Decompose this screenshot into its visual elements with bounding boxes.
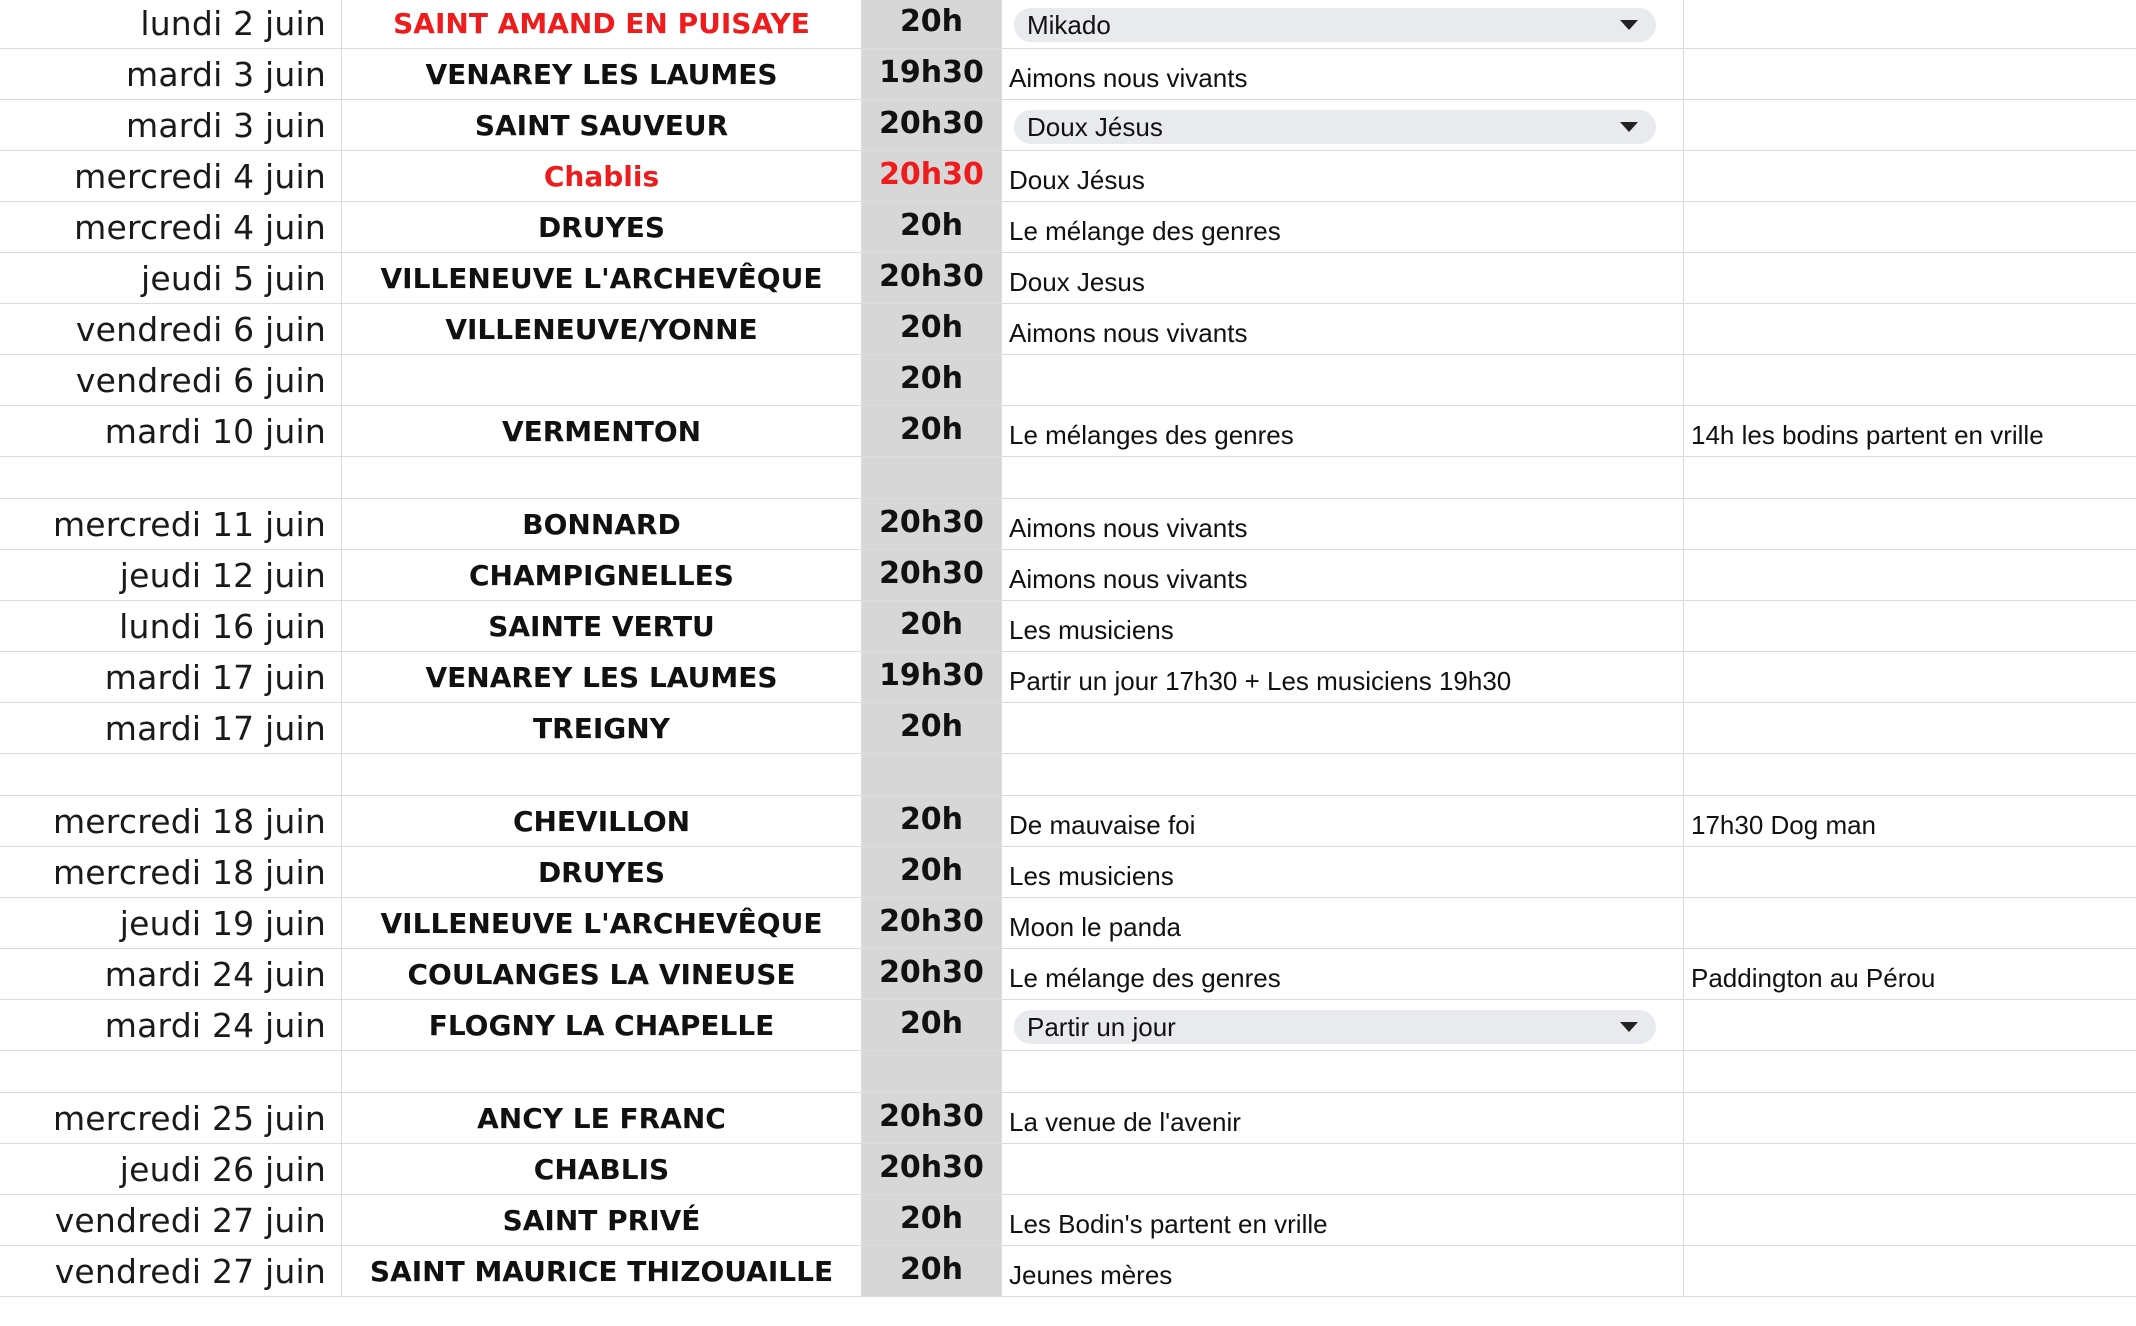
date-cell[interactable]: mercredi 4 juin bbox=[0, 151, 342, 201]
venue-cell[interactable]: FLOGNY LA CHAPELLE bbox=[342, 1000, 862, 1050]
spacer-row bbox=[0, 1051, 2136, 1093]
note-cell[interactable] bbox=[1684, 49, 2136, 99]
date-cell[interactable]: mardi 24 juin bbox=[0, 1000, 342, 1050]
time-cell[interactable]: 20h bbox=[862, 703, 1002, 753]
note-cell[interactable] bbox=[1684, 355, 2136, 405]
time-cell[interactable]: 20h bbox=[862, 355, 1002, 405]
time-cell[interactable]: 20h bbox=[862, 304, 1002, 354]
venue-cell[interactable]: SAINTE VERTU bbox=[342, 601, 862, 651]
date-cell[interactable]: jeudi 12 juin bbox=[0, 550, 342, 600]
film-dropdown-label: Partir un jour bbox=[1027, 1011, 1176, 1042]
schedule-row bbox=[0, 1195, 2136, 1246]
schedule-row bbox=[0, 1000, 2136, 1051]
time-cell[interactable] bbox=[862, 754, 1002, 795]
note-cell[interactable] bbox=[1684, 754, 2136, 795]
film-cell[interactable]: Le mélange des genres bbox=[1002, 202, 1684, 252]
film-cell[interactable] bbox=[1002, 703, 1684, 753]
film-dropdown-chip[interactable] bbox=[1014, 110, 1656, 144]
spacer-row bbox=[0, 457, 2136, 499]
film-cell[interactable] bbox=[1002, 355, 1684, 405]
schedule-row bbox=[0, 703, 2136, 754]
venue-cell[interactable]: DRUYES bbox=[342, 847, 862, 897]
note-cell[interactable] bbox=[1684, 499, 2136, 549]
note-cell[interactable] bbox=[1684, 304, 2136, 354]
note-cell[interactable] bbox=[1684, 253, 2136, 303]
date-cell[interactable]: jeudi 26 juin bbox=[0, 1144, 342, 1194]
schedule-row bbox=[0, 49, 2136, 100]
date-cell[interactable]: jeudi 19 juin bbox=[0, 898, 342, 948]
date-cell[interactable]: mardi 17 juin bbox=[0, 652, 342, 702]
film-dropdown-chip[interactable] bbox=[1014, 1010, 1656, 1044]
venue-cell[interactable]: BONNARD bbox=[342, 499, 862, 549]
note-cell[interactable] bbox=[1684, 703, 2136, 753]
film-cell[interactable] bbox=[1002, 754, 1684, 795]
date-cell[interactable]: vendredi 6 juin bbox=[0, 304, 342, 354]
note-cell[interactable] bbox=[1684, 652, 2136, 702]
film-cell[interactable] bbox=[1002, 0, 1684, 48]
chevron-down-icon[interactable] bbox=[1620, 20, 1638, 30]
note-cell[interactable] bbox=[1684, 202, 2136, 252]
venue-cell[interactable]: SAINT PRIVÉ bbox=[342, 1195, 862, 1245]
date-cell[interactable]: vendredi 27 juin bbox=[0, 1246, 342, 1296]
time-cell[interactable]: 20h bbox=[862, 1246, 1002, 1296]
film-cell[interactable]: De mauvaise foi bbox=[1002, 796, 1684, 846]
date-cell[interactable]: mardi 3 juin bbox=[0, 100, 342, 150]
film-cell[interactable]: Aimons nous vivants bbox=[1002, 304, 1684, 354]
time-cell[interactable]: 20h30 bbox=[862, 499, 1002, 549]
venue-cell[interactable]: DRUYES bbox=[342, 202, 862, 252]
venue-cell[interactable] bbox=[342, 1051, 862, 1092]
film-cell[interactable]: Aimons nous vivants bbox=[1002, 49, 1684, 99]
schedule-row bbox=[0, 550, 2136, 601]
film-cell[interactable]: Doux Jesus bbox=[1002, 253, 1684, 303]
schedule-row bbox=[0, 1093, 2136, 1144]
note-cell[interactable] bbox=[1684, 1051, 2136, 1092]
note-cell[interactable] bbox=[1684, 1246, 2136, 1296]
schedule-row bbox=[0, 1246, 2136, 1297]
note-cell[interactable] bbox=[1684, 1000, 2136, 1050]
time-cell[interactable]: 20h bbox=[862, 0, 1002, 48]
film-cell[interactable]: Doux Jésus bbox=[1002, 151, 1684, 201]
film-cell[interactable] bbox=[1002, 1144, 1684, 1194]
date-cell[interactable]: mardi 3 juin bbox=[0, 49, 342, 99]
venue-cell[interactable]: VILLENEUVE/YONNE bbox=[342, 304, 862, 354]
film-cell[interactable]: Le mélanges des genres bbox=[1002, 406, 1684, 456]
time-cell[interactable]: 19h30 bbox=[862, 49, 1002, 99]
spacer-row bbox=[0, 754, 2136, 796]
venue-cell[interactable]: SAINT SAUVEUR bbox=[342, 100, 862, 150]
film-dropdown-label: Mikado bbox=[1027, 9, 1111, 40]
date-cell[interactable]: mardi 17 juin bbox=[0, 703, 342, 753]
note-cell[interactable] bbox=[1684, 550, 2136, 600]
time-cell[interactable]: 20h30 bbox=[862, 949, 1002, 999]
venue-cell[interactable]: COULANGES LA VINEUSE bbox=[342, 949, 862, 999]
schedule-row bbox=[0, 1144, 2136, 1195]
schedule-row bbox=[0, 898, 2136, 949]
date-cell[interactable]: mercredi 18 juin bbox=[0, 796, 342, 846]
film-dropdown-label: Doux Jésus bbox=[1027, 111, 1163, 142]
schedule-row bbox=[0, 304, 2136, 355]
time-cell[interactable]: 20h30 bbox=[862, 550, 1002, 600]
film-cell[interactable]: Les Bodin's partent en vrille bbox=[1002, 1195, 1684, 1245]
time-cell[interactable]: 20h30 bbox=[862, 898, 1002, 948]
time-cell[interactable]: 20h bbox=[862, 847, 1002, 897]
film-cell[interactable]: Moon le panda bbox=[1002, 898, 1684, 948]
schedule-row bbox=[0, 406, 2136, 457]
note-cell[interactable] bbox=[1684, 847, 2136, 897]
venue-cell[interactable]: VENAREY LES LAUMES bbox=[342, 652, 862, 702]
venue-cell[interactable]: ANCY LE FRANC bbox=[342, 1093, 862, 1143]
venue-cell[interactable]: SAINT MAURICE THIZOUAILLE bbox=[342, 1246, 862, 1296]
date-cell[interactable]: lundi 16 juin bbox=[0, 601, 342, 651]
venue-cell[interactable]: Chablis bbox=[342, 151, 862, 201]
date-cell[interactable] bbox=[0, 457, 342, 498]
film-cell[interactable] bbox=[1002, 1051, 1684, 1092]
schedule-row bbox=[0, 949, 2136, 1000]
note-cell[interactable]: 14h les bodins partent en vrille bbox=[1691, 419, 2044, 450]
time-cell[interactable]: 19h30 bbox=[862, 652, 1002, 702]
film-cell[interactable]: Aimons nous vivants bbox=[1002, 550, 1684, 600]
time-cell[interactable]: 20h bbox=[862, 406, 1002, 456]
time-cell[interactable]: 20h bbox=[862, 202, 1002, 252]
note-cell[interactable] bbox=[1684, 0, 2136, 48]
time-cell[interactable]: 20h30 bbox=[862, 100, 1002, 150]
venue-cell[interactable]: CHAMPIGNELLES bbox=[342, 550, 862, 600]
date-cell[interactable]: mercredi 11 juin bbox=[0, 499, 342, 549]
film-cell[interactable]: Jeunes mères bbox=[1002, 1246, 1684, 1296]
venue-cell[interactable] bbox=[342, 754, 862, 795]
date-cell[interactable]: vendredi 27 juin bbox=[0, 1195, 342, 1245]
film-cell[interactable]: Les musiciens bbox=[1002, 601, 1684, 651]
date-cell[interactable]: mercredi 4 juin bbox=[0, 202, 342, 252]
venue-cell[interactable]: CHABLIS bbox=[342, 1144, 862, 1194]
schedule-row bbox=[0, 796, 2136, 847]
date-cell[interactable]: mardi 10 juin bbox=[0, 406, 342, 456]
film-dropdown-chip[interactable] bbox=[1014, 8, 1656, 42]
note-cell[interactable] bbox=[1684, 601, 2136, 651]
note-cell[interactable] bbox=[1684, 1093, 2136, 1143]
date-cell[interactable]: mardi 24 juin bbox=[0, 949, 342, 999]
time-cell[interactable] bbox=[862, 457, 1002, 498]
venue-cell[interactable]: SAINT AMAND EN PUISAYE bbox=[342, 0, 862, 48]
film-cell[interactable]: Les musiciens bbox=[1002, 847, 1684, 897]
venue-cell[interactable] bbox=[342, 457, 862, 498]
time-cell[interactable]: 20h30 bbox=[862, 1144, 1002, 1194]
time-cell[interactable]: 20h bbox=[862, 796, 1002, 846]
schedule-row bbox=[0, 151, 2136, 202]
venue-cell[interactable]: TREIGNY bbox=[342, 703, 862, 753]
venue-cell[interactable]: VILLENEUVE L'ARCHEVÊQUE bbox=[342, 253, 862, 303]
chevron-down-icon[interactable] bbox=[1620, 122, 1638, 132]
film-cell[interactable] bbox=[1002, 1000, 1684, 1050]
film-cell[interactable]: Aimons nous vivants bbox=[1002, 499, 1684, 549]
film-cell[interactable]: La venue de l'avenir bbox=[1002, 1093, 1684, 1143]
note-cell[interactable] bbox=[1684, 457, 2136, 498]
time-cell[interactable]: 20h bbox=[862, 601, 1002, 651]
note-cell[interactable]: Paddington au Pérou bbox=[1691, 962, 1936, 993]
chevron-down-icon[interactable] bbox=[1620, 1022, 1638, 1032]
schedule-row bbox=[0, 202, 2136, 253]
time-cell[interactable]: 20h30 bbox=[862, 253, 1002, 303]
film-cell[interactable] bbox=[1002, 100, 1684, 150]
film-cell[interactable]: Le mélange des genres bbox=[1002, 949, 1684, 999]
film-cell[interactable] bbox=[1002, 457, 1684, 498]
film-cell[interactable]: Partir un jour 17h30 + Les musiciens 19h30 bbox=[1002, 652, 1684, 702]
note-cell[interactable] bbox=[1684, 151, 2136, 201]
schedule-row bbox=[0, 652, 2136, 703]
time-cell[interactable]: 20h bbox=[862, 1000, 1002, 1050]
note-cell[interactable] bbox=[1684, 898, 2136, 948]
venue-cell[interactable]: VENAREY LES LAUMES bbox=[342, 49, 862, 99]
time-cell[interactable]: 20h30 bbox=[862, 151, 1002, 201]
schedule-row bbox=[0, 847, 2136, 898]
note-cell[interactable] bbox=[1684, 1144, 2136, 1194]
date-cell[interactable]: jeudi 5 juin bbox=[0, 253, 342, 303]
schedule-row bbox=[0, 355, 2136, 406]
schedule-row bbox=[0, 253, 2136, 304]
date-cell[interactable] bbox=[0, 1051, 342, 1092]
time-cell[interactable]: 20h bbox=[862, 1195, 1002, 1245]
note-cell[interactable]: 17h30 Dog man bbox=[1691, 809, 1877, 840]
schedule-row bbox=[0, 601, 2136, 652]
venue-cell[interactable]: VILLENEUVE L'ARCHEVÊQUE bbox=[342, 898, 862, 948]
time-cell[interactable]: 20h30 bbox=[862, 1093, 1002, 1143]
schedule-row bbox=[0, 100, 2136, 151]
date-cell[interactable]: mercredi 25 juin bbox=[0, 1093, 342, 1143]
time-cell[interactable] bbox=[862, 1051, 1002, 1092]
schedule-row bbox=[0, 499, 2136, 550]
note-cell[interactable] bbox=[1684, 100, 2136, 150]
note-cell[interactable] bbox=[1684, 1195, 2136, 1245]
date-cell[interactable]: lundi 2 juin bbox=[0, 0, 342, 48]
date-cell[interactable] bbox=[0, 754, 342, 795]
date-cell[interactable]: mercredi 18 juin bbox=[0, 847, 342, 897]
schedule-row bbox=[0, 0, 2136, 49]
venue-cell[interactable]: VERMENTON bbox=[342, 406, 862, 456]
date-cell[interactable]: vendredi 6 juin bbox=[0, 355, 342, 405]
venue-cell[interactable]: CHEVILLON bbox=[342, 796, 862, 846]
venue-cell[interactable] bbox=[342, 355, 862, 405]
